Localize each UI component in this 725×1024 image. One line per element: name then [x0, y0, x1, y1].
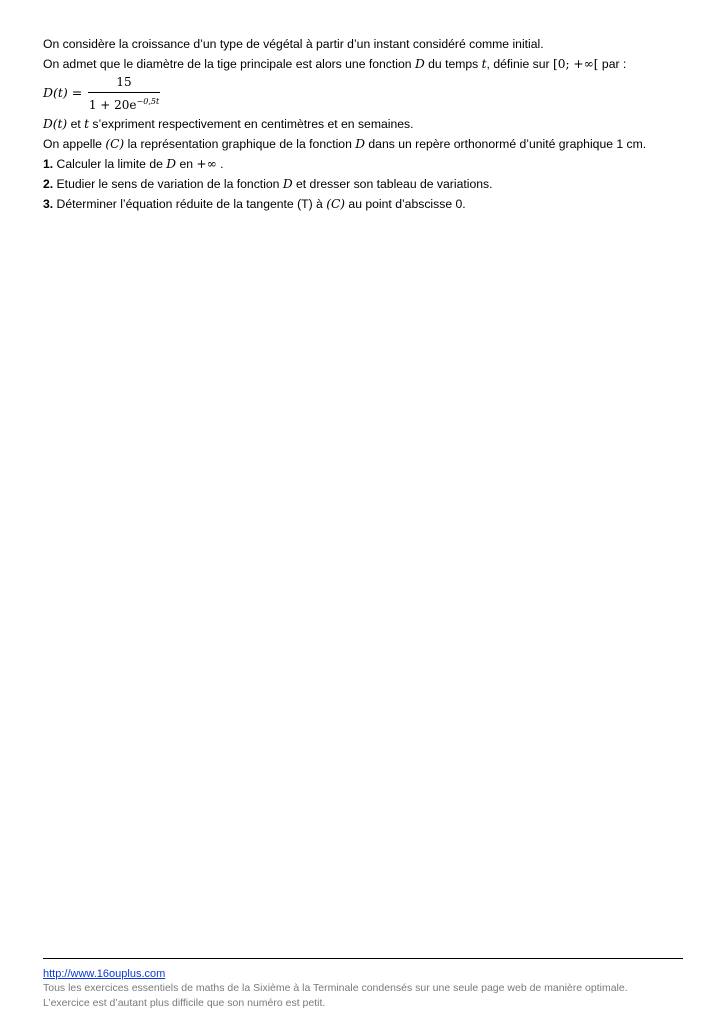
question-text: Déterminer l’équation réduite de la tangente (T) à [53, 197, 327, 211]
footer-note: L’exercice est d’autant plus difficile que son numéro est petit. [43, 997, 326, 1009]
question-number: 2. [43, 177, 54, 191]
units-text: s’expriment respectivement en centimètres et en semaines. [89, 117, 414, 131]
formula-lhs: D(t) = [43, 85, 83, 100]
question-3 [43, 194, 683, 214]
curve-C: (C) [105, 137, 125, 151]
question-text: et dresser son tableau de variations. [292, 177, 493, 191]
question-text: en [176, 157, 197, 171]
definition-text: On admet que le diamètre de la tige principale est alors une fonction [43, 57, 415, 71]
question-text: Etudier le sens de variation de la fonction [53, 177, 283, 191]
var-D: D [166, 157, 177, 171]
question-text: Calculer la limite de [53, 157, 167, 171]
var-Dt: D(t) [43, 117, 68, 131]
var-D: D [414, 57, 425, 71]
question-1 [43, 154, 683, 174]
definition-text: , définie sur [486, 57, 553, 71]
curve-line [43, 134, 683, 154]
question-text: au point d’abscisse 0. [345, 197, 466, 211]
definition-text: par : [598, 57, 627, 71]
footer-link[interactable]: http://www.16ouplus.com [43, 968, 166, 980]
var-t: t [84, 117, 90, 131]
formula-numerator: 15 [116, 75, 132, 89]
interval: [0; +∞[ [552, 57, 599, 71]
curve-text: dans un repère orthonormé d’unité graphique 1 cm. [365, 137, 647, 151]
question-number: 1. [43, 157, 54, 171]
intro-line: On considère la croissance d’un type de végétal à partir d’un instant considéré comme initial. [43, 37, 544, 51]
page-footer [43, 958, 683, 1011]
units-text: et [67, 117, 85, 131]
var-D: D [282, 177, 293, 191]
denominator-base: 1 + 20e [88, 98, 137, 112]
question-2 [43, 174, 683, 194]
formula-denominator [88, 94, 160, 110]
definition-line [43, 54, 683, 74]
curve-C: (C) [326, 197, 346, 211]
question-number: 3. [43, 197, 54, 211]
question-text: . [216, 157, 224, 171]
footer-divider [43, 958, 683, 959]
plus-infinity: +∞ [196, 157, 217, 171]
var-t: t [481, 57, 487, 71]
curve-text: On appelle [43, 137, 106, 151]
denominator-exponent: −0,5t [136, 97, 160, 106]
definition-text: du temps [424, 57, 482, 71]
var-D: D [355, 137, 366, 151]
formula-D [43, 74, 683, 114]
exercise-body [43, 34, 683, 214]
fraction-bar [88, 92, 160, 93]
curve-text: la représentation graphique de la fonction [124, 137, 356, 151]
formula-fraction [88, 74, 160, 110]
footer-description: Tous les exercices essentiels de maths de la Sixième à la Terminale condensés sur une seule page web de manière optimale. [43, 982, 628, 994]
units-line [43, 114, 683, 134]
